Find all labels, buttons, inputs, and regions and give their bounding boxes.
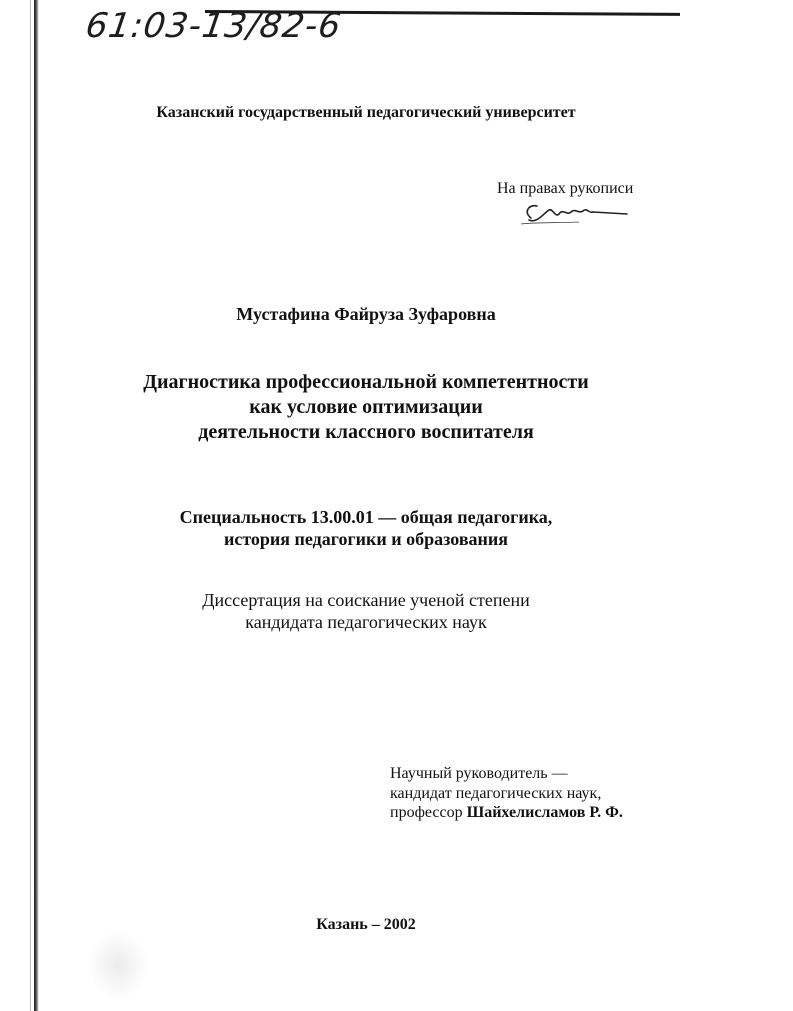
specialty-line-1: Специальность 13.00.01 — общая педагогика, xyxy=(179,507,553,527)
supervisor-degree: кандидат педагогических наук, xyxy=(390,785,602,802)
dissertation-degree-line-1: Диссертация на соискание ученой степени xyxy=(202,590,530,610)
scan-shadow-line xyxy=(30,0,31,1011)
university-name: Казанский государственный педагогический университет xyxy=(156,104,576,121)
thesis-title-line-2: как условие оптимизации xyxy=(249,396,483,418)
scan-smudge xyxy=(88,930,148,1000)
city-year: Казань – 2002 xyxy=(316,916,416,933)
thesis-title-line-1: Диагностика профессиональной компетентности xyxy=(143,371,589,393)
handwritten-signature xyxy=(519,198,629,228)
scan-binding-edge xyxy=(34,0,39,1011)
manuscript-rights-note: На правах рукописи xyxy=(497,180,634,197)
dissertation-degree-line-2: кандидата педагогических наук xyxy=(245,612,487,632)
supervisor-label: Научный руководитель — xyxy=(390,765,568,782)
library-shelfmark: 61:03-13/82-6 xyxy=(83,6,344,46)
thesis-title-line-3: деятельности классного воспитателя xyxy=(198,421,534,443)
supervisor-rank: профессор xyxy=(390,804,467,821)
supervisor-name: Шайхелисламов Р. Ф. xyxy=(466,804,623,821)
author-name: Мустафина Файруза Зуфаровна xyxy=(236,304,496,324)
supervisor-title-name xyxy=(390,804,623,822)
specialty-line-2: история педагогики и образования xyxy=(223,529,509,549)
